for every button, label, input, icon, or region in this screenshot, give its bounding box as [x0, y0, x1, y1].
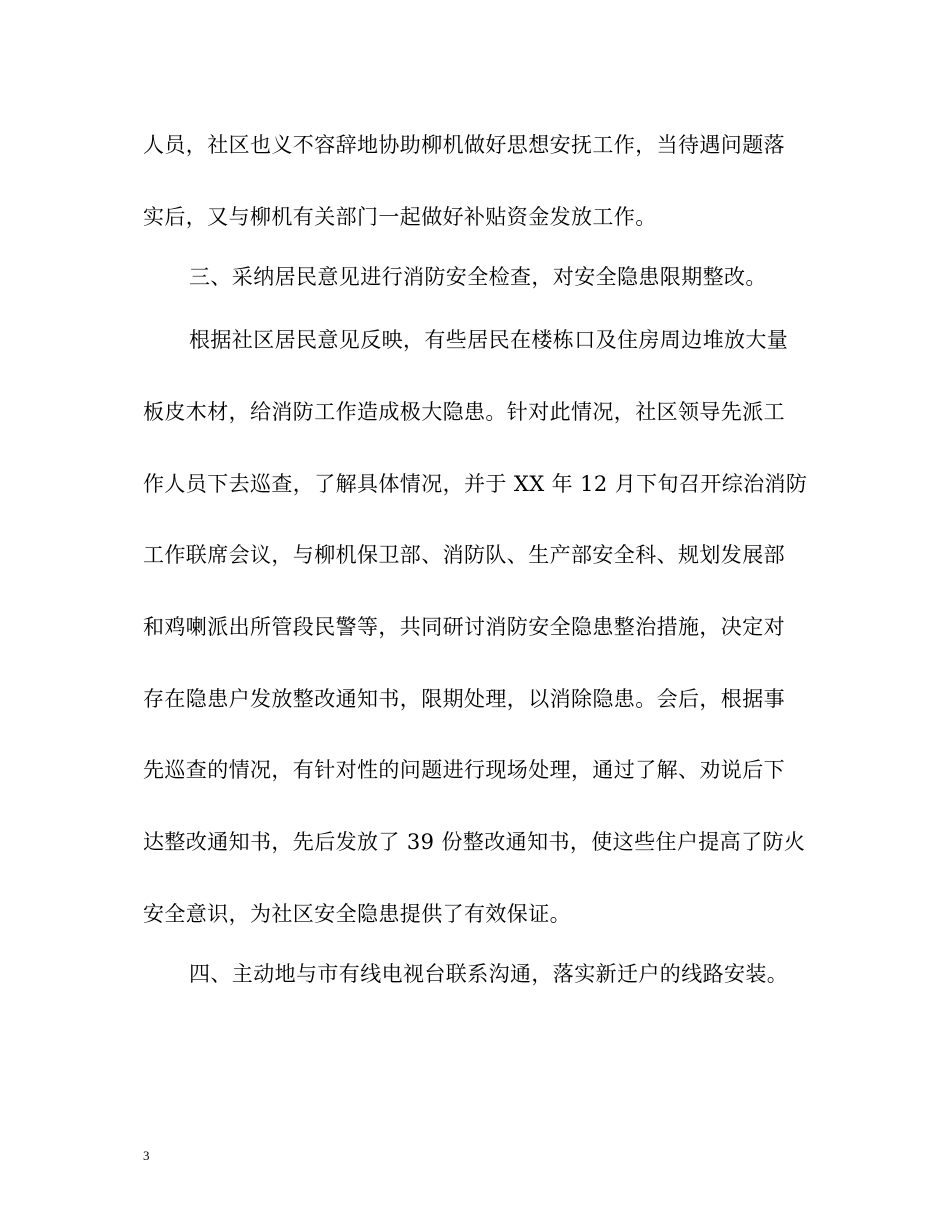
paragraph-line: 达整改通知书，先后发放了 39 份整改通知书，使这些住户提高了防火	[143, 830, 806, 854]
paragraph-line: 和鸡喇派出所管段民警等，共同研讨消防安全隐患整治措施，决定对	[143, 615, 785, 639]
page-number: 3	[143, 1148, 150, 1163]
paragraph-line: 实后，又与柳机有关部门一起做好补贴资金发放工作。	[143, 205, 657, 229]
section-heading: 三、采纳居民意见进行消防安全检查，对安全隐患限期整改。	[189, 265, 767, 289]
paragraph-line: 人员，社区也义不容辞地协助柳机做好思想安抚工作，当待遇问题落	[143, 133, 785, 157]
paragraph-line: 根据社区居民意见反映，有些居民在楼栋口及住房周边堆放大量	[189, 328, 789, 352]
paragraph-line: 工作联席会议，与柳机保卫部、消防队、生产部安全科、规划发展部	[143, 543, 785, 567]
paragraph-line: 先巡查的情况，有针对性的问题进行现场处理，通过了解、劝说后下	[143, 758, 785, 782]
paragraph-line: 安全意识，为社区安全隐患提供了有效保证。	[143, 902, 571, 926]
paragraph-line: 作人员下去巡查，了解具体情况，并于 XX 年 12 月下旬召开综治消防	[143, 472, 808, 496]
paragraph-line: 存在隐患户发放整改通知书，限期处理，以消除隐患。会后，根据事	[143, 687, 785, 711]
section-heading: 四、主动地与市有线电视台联系沟通，落实新迁户的线路安装。	[189, 962, 789, 986]
paragraph-line: 板皮木材，给消防工作造成极大隐患。针对此情况，社区领导先派工	[143, 400, 785, 424]
